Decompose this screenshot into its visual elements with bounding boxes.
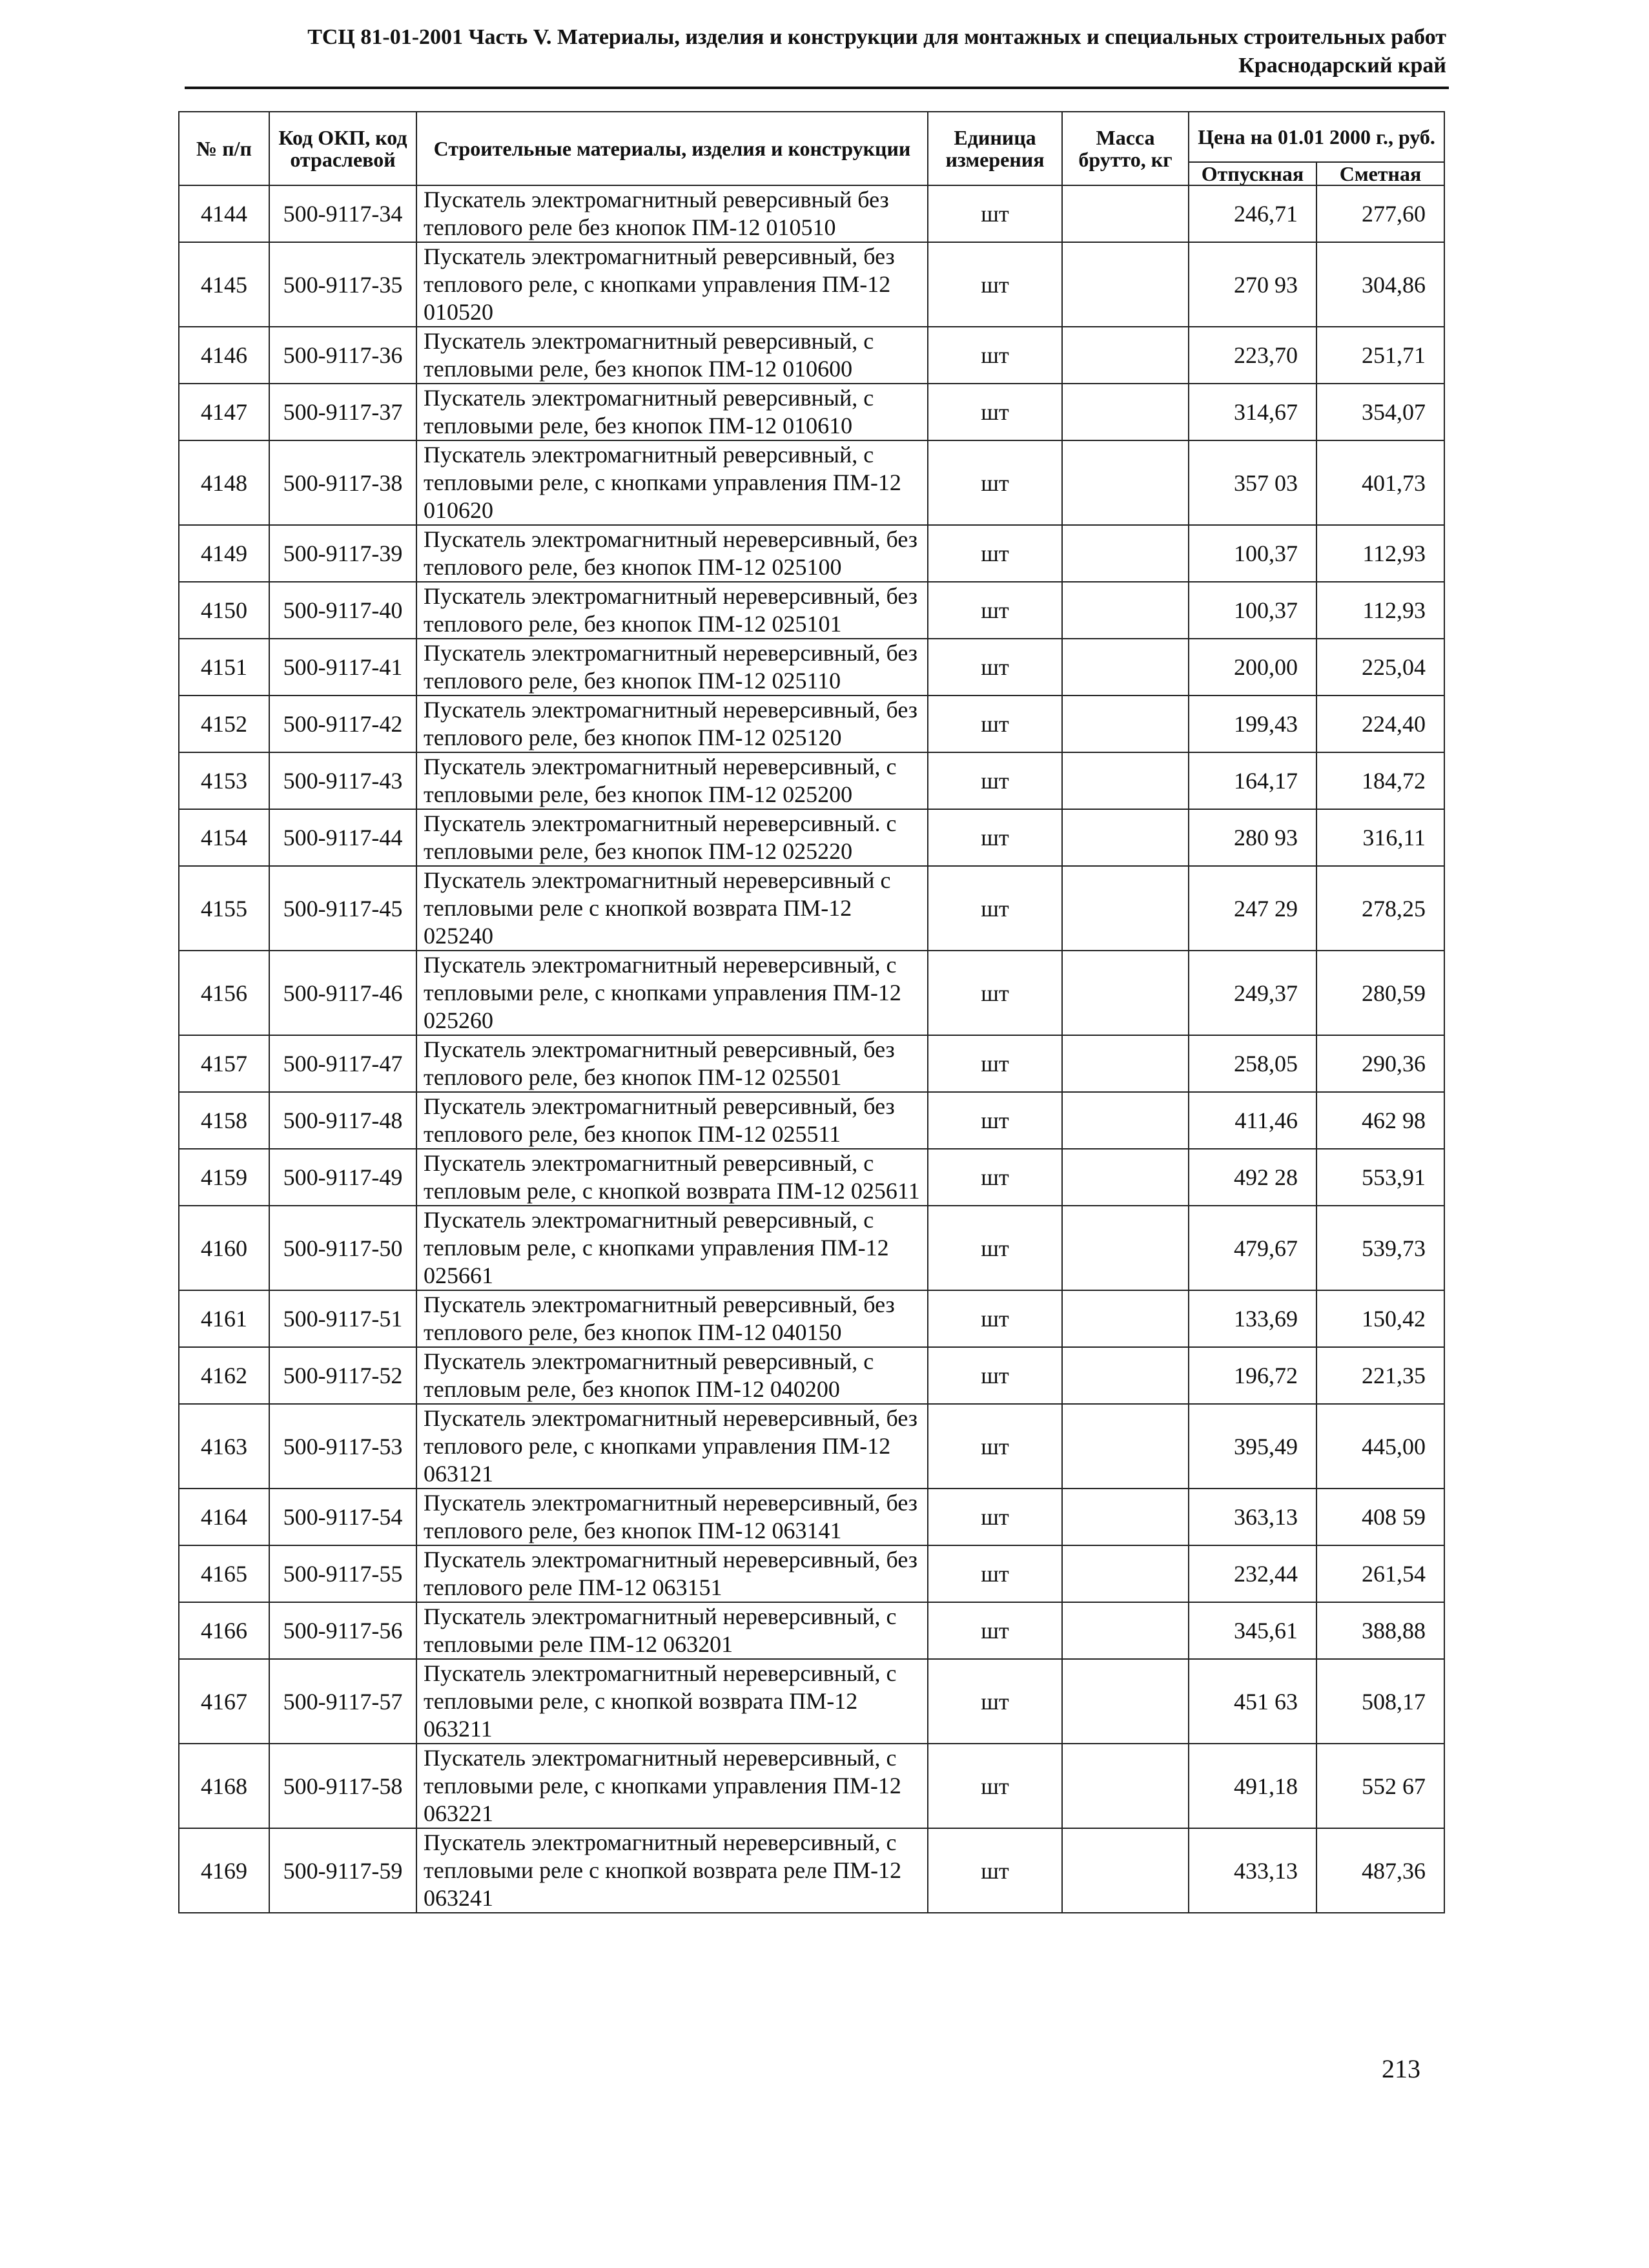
cell-price-release: 258,05 bbox=[1189, 1035, 1316, 1092]
cell-code: 500-9117-58 bbox=[269, 1744, 416, 1828]
cell-mass bbox=[1062, 866, 1189, 951]
cell-price-release: 100,37 bbox=[1189, 582, 1316, 639]
cell-price-estimate: 184,72 bbox=[1316, 752, 1444, 809]
cell-price-estimate: 290,36 bbox=[1316, 1035, 1444, 1092]
table-row bbox=[179, 1602, 1444, 1659]
cell-price-estimate: 112,93 bbox=[1316, 582, 1444, 639]
cell-num: 4161 bbox=[179, 1290, 269, 1347]
cell-code: 500-9117-45 bbox=[269, 866, 416, 951]
cell-mass bbox=[1062, 1206, 1189, 1290]
cell-unit: шт bbox=[928, 1206, 1062, 1290]
cell-price-release: 411,46 bbox=[1189, 1092, 1316, 1149]
cell-price-estimate: 112,93 bbox=[1316, 525, 1444, 582]
cell-price-estimate: 251,71 bbox=[1316, 327, 1444, 384]
cell-mass bbox=[1062, 440, 1189, 525]
cell-mass bbox=[1062, 639, 1189, 696]
page-number: 213 bbox=[1382, 2054, 1420, 2083]
cell-mass bbox=[1062, 1092, 1189, 1149]
table-row bbox=[179, 242, 1444, 327]
cell-name: Пускатель электромагнитный нереверсивный, без теплового реле, без кнопок ПМ-12 025100 bbox=[416, 525, 928, 582]
cell-num: 4154 bbox=[179, 809, 269, 866]
cell-unit: шт bbox=[928, 866, 1062, 951]
cell-mass bbox=[1062, 809, 1189, 866]
cell-num: 4157 bbox=[179, 1035, 269, 1092]
cell-mass bbox=[1062, 242, 1189, 327]
cell-mass bbox=[1062, 1545, 1189, 1602]
cell-num: 4166 bbox=[179, 1602, 269, 1659]
cell-unit: шт bbox=[928, 696, 1062, 752]
cell-name: Пускатель электромагнитный нереверсивный, с тепловыми реле с кнопкой возврата реле ПМ-12 063241 bbox=[416, 1828, 928, 1913]
cell-num: 4145 bbox=[179, 242, 269, 327]
cell-unit: шт bbox=[928, 1290, 1062, 1347]
cell-price-estimate: 221,35 bbox=[1316, 1347, 1444, 1404]
cell-price-release: 196,72 bbox=[1189, 1347, 1316, 1404]
cell-name: Пускатель электромагнитный нереверсивный, с тепловыми реле, с кнопками управления ПМ-12 063221 bbox=[416, 1744, 928, 1828]
document-header-region: Краснодарский край bbox=[1238, 54, 1446, 77]
cell-code: 500-9117-57 bbox=[269, 1659, 416, 1744]
cell-num: 4155 bbox=[179, 866, 269, 951]
table-row bbox=[179, 752, 1444, 809]
cell-unit: шт bbox=[928, 384, 1062, 440]
cell-name: Пускатель электромагнитный реверсивный, с тепловым реле, без кнопок ПМ-12 040200 bbox=[416, 1347, 928, 1404]
cell-num: 4156 bbox=[179, 951, 269, 1035]
cell-code: 500-9117-59 bbox=[269, 1828, 416, 1913]
cell-price-estimate: 150,42 bbox=[1316, 1290, 1444, 1347]
table-row bbox=[179, 1545, 1444, 1602]
cell-mass bbox=[1062, 951, 1189, 1035]
col-header-mass: Масса брутто, кг bbox=[1062, 112, 1189, 185]
cell-price-release: 223,70 bbox=[1189, 327, 1316, 384]
cell-price-release: 491,18 bbox=[1189, 1744, 1316, 1828]
cell-unit: шт bbox=[928, 1347, 1062, 1404]
cell-price-estimate: 261,54 bbox=[1316, 1545, 1444, 1602]
cell-unit: шт bbox=[928, 1744, 1062, 1828]
cell-mass bbox=[1062, 1404, 1189, 1489]
table-row bbox=[179, 185, 1444, 242]
cell-num: 4152 bbox=[179, 696, 269, 752]
cell-price-estimate: 277,60 bbox=[1316, 185, 1444, 242]
cell-price-release: 200,00 bbox=[1189, 639, 1316, 696]
cell-name: Пускатель электромагнитный реверсивный, с тепловыми реле, без кнопок ПМ-12 010600 bbox=[416, 327, 928, 384]
cell-code: 500-9117-49 bbox=[269, 1149, 416, 1206]
cell-code: 500-9117-41 bbox=[269, 639, 416, 696]
cell-price-estimate: 388,88 bbox=[1316, 1602, 1444, 1659]
cell-mass bbox=[1062, 696, 1189, 752]
table-row bbox=[179, 1290, 1444, 1347]
cell-unit: шт bbox=[928, 1545, 1062, 1602]
cell-num: 4147 bbox=[179, 384, 269, 440]
cell-price-estimate: 401,73 bbox=[1316, 440, 1444, 525]
cell-code: 500-9117-37 bbox=[269, 384, 416, 440]
cell-name: Пускатель электромагнитный нереверсивный, без теплового реле, с кнопками управления ПМ-12 063121 bbox=[416, 1404, 928, 1489]
cell-code: 500-9117-35 bbox=[269, 242, 416, 327]
cell-code: 500-9117-56 bbox=[269, 1602, 416, 1659]
col-header-num: № п/п bbox=[179, 112, 269, 185]
cell-name: Пускатель электромагнитный реверсивный, без теплового реле, с кнопками управления ПМ-12 010520 bbox=[416, 242, 928, 327]
table-row bbox=[179, 1149, 1444, 1206]
table-row bbox=[179, 951, 1444, 1035]
cell-mass bbox=[1062, 1347, 1189, 1404]
table-row bbox=[179, 696, 1444, 752]
cell-code: 500-9117-53 bbox=[269, 1404, 416, 1489]
cell-unit: шт bbox=[928, 185, 1062, 242]
cell-unit: шт bbox=[928, 1489, 1062, 1545]
table-row bbox=[179, 327, 1444, 384]
table-header bbox=[179, 112, 1444, 185]
cell-price-release: 164,17 bbox=[1189, 752, 1316, 809]
table-row bbox=[179, 1035, 1444, 1092]
table-row bbox=[179, 639, 1444, 696]
cell-unit: шт bbox=[928, 525, 1062, 582]
cell-mass bbox=[1062, 1602, 1189, 1659]
cell-code: 500-9117-46 bbox=[269, 951, 416, 1035]
cell-code: 500-9117-55 bbox=[269, 1545, 416, 1602]
cell-price-estimate: 354,07 bbox=[1316, 384, 1444, 440]
cell-name: Пускатель электромагнитный реверсивный, с тепловым реле, с кнопкой возврата ПМ-12 025611 bbox=[416, 1149, 928, 1206]
cell-price-estimate: 408 59 bbox=[1316, 1489, 1444, 1545]
table-row bbox=[179, 384, 1444, 440]
cell-code: 500-9117-40 bbox=[269, 582, 416, 639]
cell-name: Пускатель электромагнитный реверсивный, без теплового реле, без кнопок ПМ-12 025501 bbox=[416, 1035, 928, 1092]
cell-num: 4153 bbox=[179, 752, 269, 809]
cell-unit: шт bbox=[928, 242, 1062, 327]
cell-price-estimate: 487,36 bbox=[1316, 1828, 1444, 1913]
cell-num: 4151 bbox=[179, 639, 269, 696]
cell-price-release: 451 63 bbox=[1189, 1659, 1316, 1744]
cell-unit: шт bbox=[928, 582, 1062, 639]
cell-mass bbox=[1062, 1149, 1189, 1206]
cell-name: Пускатель электромагнитный нереверсивный, с тепловыми реле ПМ-12 063201 bbox=[416, 1602, 928, 1659]
col-header-name: Строительные материалы, изделия и конструкции bbox=[416, 112, 928, 185]
cell-mass bbox=[1062, 1828, 1189, 1913]
cell-price-release: 479,67 bbox=[1189, 1206, 1316, 1290]
cell-name: Пускатель электромагнитный реверсивный, с тепловыми реле, без кнопок ПМ-12 010610 bbox=[416, 384, 928, 440]
cell-name: Пускатель электромагнитный нереверсивный, с тепловыми реле, с кнопками управления ПМ-12 025260 bbox=[416, 951, 928, 1035]
cell-name: Пускатель электромагнитный нереверсивный, без теплового реле, без кнопок ПМ-12 025110 bbox=[416, 639, 928, 696]
table-row bbox=[179, 1404, 1444, 1489]
cell-num: 4164 bbox=[179, 1489, 269, 1545]
cell-name: Пускатель электромагнитный реверсивный, с тепловыми реле, с кнопками управления ПМ-12 010620 bbox=[416, 440, 928, 525]
cell-price-release: 345,61 bbox=[1189, 1602, 1316, 1659]
cell-price-estimate: 552 67 bbox=[1316, 1744, 1444, 1828]
cell-num: 4169 bbox=[179, 1828, 269, 1913]
cell-price-release: 249,37 bbox=[1189, 951, 1316, 1035]
table-row bbox=[179, 1828, 1444, 1913]
cell-unit: шт bbox=[928, 1828, 1062, 1913]
cell-price-release: 232,44 bbox=[1189, 1545, 1316, 1602]
cell-price-release: 270 93 bbox=[1189, 242, 1316, 327]
cell-price-estimate: 280,59 bbox=[1316, 951, 1444, 1035]
cell-price-estimate: 278,25 bbox=[1316, 866, 1444, 951]
cell-mass bbox=[1062, 1035, 1189, 1092]
table-row bbox=[179, 582, 1444, 639]
cell-code: 500-9117-36 bbox=[269, 327, 416, 384]
table-row bbox=[179, 1659, 1444, 1744]
cell-price-estimate: 539,73 bbox=[1316, 1206, 1444, 1290]
table-row bbox=[179, 1744, 1444, 1828]
cell-name: Пускатель электромагнитный реверсивный без теплового реле без кнопок ПМ-12 010510 bbox=[416, 185, 928, 242]
cell-price-estimate: 553,91 bbox=[1316, 1149, 1444, 1206]
cell-mass bbox=[1062, 525, 1189, 582]
table-row bbox=[179, 1489, 1444, 1545]
cell-price-release: 395,49 bbox=[1189, 1404, 1316, 1489]
cell-unit: шт bbox=[928, 1149, 1062, 1206]
table-row bbox=[179, 1206, 1444, 1290]
cell-mass bbox=[1062, 582, 1189, 639]
cell-code: 500-9117-39 bbox=[269, 525, 416, 582]
cell-name: Пускатель электромагнитный реверсивный, без теплового реле, без кнопок ПМ-12 040150 bbox=[416, 1290, 928, 1347]
cell-name: Пускатель электромагнитный нереверсивный, с тепловыми реле, с кнопкой возврата ПМ-12 063211 bbox=[416, 1659, 928, 1744]
col-header-price-release: Отпускная bbox=[1189, 162, 1316, 185]
cell-code: 500-9117-51 bbox=[269, 1290, 416, 1347]
cell-mass bbox=[1062, 185, 1189, 242]
cell-mass bbox=[1062, 752, 1189, 809]
cell-mass bbox=[1062, 1489, 1189, 1545]
cell-price-estimate: 508,17 bbox=[1316, 1659, 1444, 1744]
cell-code: 500-9117-54 bbox=[269, 1489, 416, 1545]
cell-code: 500-9117-43 bbox=[269, 752, 416, 809]
cell-num: 4149 bbox=[179, 525, 269, 582]
cell-unit: шт bbox=[928, 440, 1062, 525]
cell-unit: шт bbox=[928, 1092, 1062, 1149]
cell-price-release: 314,67 bbox=[1189, 384, 1316, 440]
cell-num: 4162 bbox=[179, 1347, 269, 1404]
cell-code: 500-9117-42 bbox=[269, 696, 416, 752]
cell-mass bbox=[1062, 384, 1189, 440]
table-body bbox=[179, 185, 1444, 1913]
cell-num: 4159 bbox=[179, 1149, 269, 1206]
cell-price-release: 246,71 bbox=[1189, 185, 1316, 242]
cell-price-release: 199,43 bbox=[1189, 696, 1316, 752]
cell-num: 4160 bbox=[179, 1206, 269, 1290]
cell-price-estimate: 316,11 bbox=[1316, 809, 1444, 866]
cell-name: Пускатель электромагнитный нереверсивный, без теплового реле ПМ-12 063151 bbox=[416, 1545, 928, 1602]
cell-name: Пускатель электромагнитный нереверсивный. с тепловыми реле, без кнопок ПМ-12 025220 bbox=[416, 809, 928, 866]
cell-price-release: 433,13 bbox=[1189, 1828, 1316, 1913]
cell-name: Пускатель электромагнитный нереверсивный, без теплового реле, без кнопок ПМ-12 025101 bbox=[416, 582, 928, 639]
cell-mass bbox=[1062, 1290, 1189, 1347]
cell-num: 4168 bbox=[179, 1744, 269, 1828]
cell-unit: шт bbox=[928, 809, 1062, 866]
cell-unit: шт bbox=[928, 327, 1062, 384]
cell-price-estimate: 225,04 bbox=[1316, 639, 1444, 696]
table-row bbox=[179, 440, 1444, 525]
cell-code: 500-9117-50 bbox=[269, 1206, 416, 1290]
cell-code: 500-9117-52 bbox=[269, 1347, 416, 1404]
cell-name: Пускатель электромагнитный нереверсивный с тепловыми реле с кнопкой возврата ПМ-12 025240 bbox=[416, 866, 928, 951]
cell-unit: шт bbox=[928, 951, 1062, 1035]
cell-mass bbox=[1062, 1744, 1189, 1828]
cell-price-release: 357 03 bbox=[1189, 440, 1316, 525]
cell-price-release: 280 93 bbox=[1189, 809, 1316, 866]
col-header-unit: Единица измерения bbox=[928, 112, 1062, 185]
col-header-price-group: Цена на 01.01 2000 г., руб. bbox=[1189, 112, 1444, 162]
cell-num: 4144 bbox=[179, 185, 269, 242]
cell-price-estimate: 445,00 bbox=[1316, 1404, 1444, 1489]
document-header-title: ТСЦ 81-01-2001 Часть V. Материалы, изделия и конструкции для монтажных и специальных строительных работ bbox=[307, 25, 1446, 49]
header-divider bbox=[185, 87, 1449, 89]
cell-num: 4150 bbox=[179, 582, 269, 639]
cell-unit: шт bbox=[928, 1602, 1062, 1659]
col-header-code: Код ОКП, код отраслевой bbox=[269, 112, 416, 185]
cell-unit: шт bbox=[928, 1659, 1062, 1744]
col-header-price-estimate: Сметная bbox=[1316, 162, 1444, 185]
cell-unit: шт bbox=[928, 1035, 1062, 1092]
cell-price-release: 133,69 bbox=[1189, 1290, 1316, 1347]
cell-num: 4158 bbox=[179, 1092, 269, 1149]
cell-mass bbox=[1062, 1659, 1189, 1744]
cell-unit: шт bbox=[928, 639, 1062, 696]
cell-num: 4167 bbox=[179, 1659, 269, 1744]
cell-price-release: 100,37 bbox=[1189, 525, 1316, 582]
cell-name: Пускатель электромагнитный нереверсивный, без теплового реле, без кнопок ПМ-12 063141 bbox=[416, 1489, 928, 1545]
cell-name: Пускатель электромагнитный реверсивный, без теплового реле, без кнопок ПМ-12 025511 bbox=[416, 1092, 928, 1149]
cell-unit: шт bbox=[928, 752, 1062, 809]
cell-num: 4146 bbox=[179, 327, 269, 384]
cell-price-estimate: 224,40 bbox=[1316, 696, 1444, 752]
table-row bbox=[179, 525, 1444, 582]
cell-num: 4163 bbox=[179, 1404, 269, 1489]
table-row bbox=[179, 1092, 1444, 1149]
cell-name: Пускатель электромагнитный реверсивный, с тепловым реле, с кнопками управления ПМ-12 025661 bbox=[416, 1206, 928, 1290]
cell-num: 4148 bbox=[179, 440, 269, 525]
cell-price-release: 492 28 bbox=[1189, 1149, 1316, 1206]
table-row bbox=[179, 1347, 1444, 1404]
cell-name: Пускатель электромагнитный нереверсивный, с тепловыми реле, без кнопок ПМ-12 025200 bbox=[416, 752, 928, 809]
table-row bbox=[179, 866, 1444, 951]
cell-name: Пускатель электромагнитный нереверсивный, без теплового реле, без кнопок ПМ-12 025120 bbox=[416, 696, 928, 752]
cell-code: 500-9117-47 bbox=[269, 1035, 416, 1092]
cell-code: 500-9117-44 bbox=[269, 809, 416, 866]
table-row bbox=[179, 809, 1444, 866]
cell-code: 500-9117-48 bbox=[269, 1092, 416, 1149]
cell-price-release: 247 29 bbox=[1189, 866, 1316, 951]
cell-num: 4165 bbox=[179, 1545, 269, 1602]
cell-price-estimate: 304,86 bbox=[1316, 242, 1444, 327]
cell-code: 500-9117-38 bbox=[269, 440, 416, 525]
cell-mass bbox=[1062, 327, 1189, 384]
cell-price-estimate: 462 98 bbox=[1316, 1092, 1444, 1149]
cell-unit: шт bbox=[928, 1404, 1062, 1489]
materials-price-table bbox=[178, 111, 1445, 1913]
cell-price-release: 363,13 bbox=[1189, 1489, 1316, 1545]
cell-code: 500-9117-34 bbox=[269, 185, 416, 242]
